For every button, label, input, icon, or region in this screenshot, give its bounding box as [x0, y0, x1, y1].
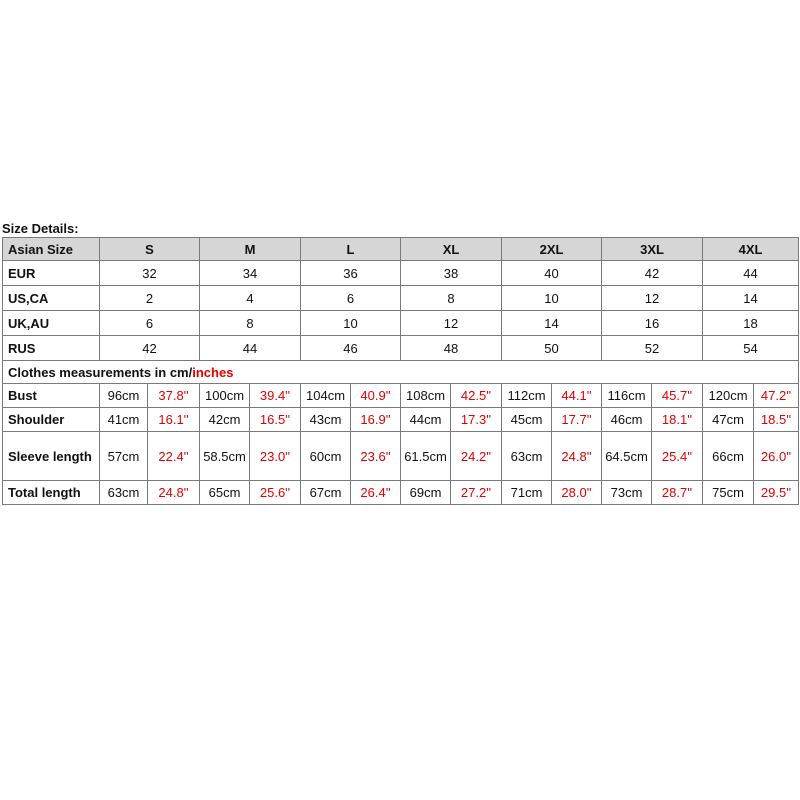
cm-value: 61.5cm: [401, 432, 451, 481]
inch-value: 40.9'': [351, 384, 401, 408]
measurement-note: [3, 361, 799, 384]
cm-value: 42cm: [200, 408, 250, 432]
cm-value: 41cm: [100, 408, 148, 432]
row-label: Shoulder: [3, 408, 100, 432]
size-value: 50: [502, 336, 602, 361]
size-header: S: [100, 238, 200, 261]
size-value: 32: [100, 261, 200, 286]
size-value: 48: [401, 336, 502, 361]
size-value: 44: [703, 261, 799, 286]
inch-value: 24.2'': [451, 432, 502, 481]
inch-value: 17.3'': [451, 408, 502, 432]
size-value: 10: [502, 286, 602, 311]
cm-value: 112cm: [502, 384, 552, 408]
size-value: 42: [100, 336, 200, 361]
inch-value: 23.0'': [250, 432, 301, 481]
row-label: UK,AU: [3, 311, 100, 336]
row-label: EUR: [3, 261, 100, 286]
inch-value: 42.5'': [451, 384, 502, 408]
size-row-us-ca: [3, 286, 799, 311]
inch-value: 37.8'': [148, 384, 200, 408]
inch-value: 16.9'': [351, 408, 401, 432]
size-value: 18: [703, 311, 799, 336]
size-value: 12: [401, 311, 502, 336]
inch-value: 18.1'': [652, 408, 703, 432]
row-label: Total length: [3, 481, 100, 505]
measurement-row-shoulder: [3, 408, 799, 432]
inch-value: 24.8'': [552, 432, 602, 481]
size-value: 14: [502, 311, 602, 336]
cm-value: 75cm: [703, 481, 754, 505]
size-value: 34: [200, 261, 301, 286]
size-value: 4: [200, 286, 301, 311]
size-value: 2: [100, 286, 200, 311]
inch-value: 44.1'': [552, 384, 602, 408]
size-value: 12: [602, 286, 703, 311]
size-row-rus: [3, 336, 799, 361]
inch-value: 23.6'': [351, 432, 401, 481]
row-label: Bust: [3, 384, 100, 408]
size-value: 8: [200, 311, 301, 336]
cm-value: 65cm: [200, 481, 250, 505]
cm-value: 66cm: [703, 432, 754, 481]
size-header: 3XL: [602, 238, 703, 261]
note-prefix: Clothes measurements in cm/: [8, 364, 193, 380]
size-details-title: Size Details:: [2, 221, 79, 236]
measurement-row-bust: [3, 384, 799, 408]
size-header: L: [301, 238, 401, 261]
size-header: 2XL: [502, 238, 602, 261]
inch-value: 18.5'': [754, 408, 799, 432]
cm-value: 47cm: [703, 408, 754, 432]
row-label: US,CA: [3, 286, 100, 311]
measurement-note-row: [3, 361, 799, 384]
cm-value: 120cm: [703, 384, 754, 408]
inch-value: 47.2'': [754, 384, 799, 408]
cm-value: 63cm: [502, 432, 552, 481]
inch-value: 28.0'': [552, 481, 602, 505]
cm-value: 116cm: [602, 384, 652, 408]
size-header: M: [200, 238, 301, 261]
inch-value: 26.0'': [754, 432, 799, 481]
inch-value: 26.4'': [351, 481, 401, 505]
size-row-uk-au: [3, 311, 799, 336]
cm-value: 45cm: [502, 408, 552, 432]
cm-value: 58.5cm: [200, 432, 250, 481]
cm-value: 46cm: [602, 408, 652, 432]
cm-value: 108cm: [401, 384, 451, 408]
cm-value: 67cm: [301, 481, 351, 505]
size-value: 36: [301, 261, 401, 286]
row-label: RUS: [3, 336, 100, 361]
cm-value: 71cm: [502, 481, 552, 505]
size-value: 42: [602, 261, 703, 286]
inch-value: 22.4'': [148, 432, 200, 481]
header-row: [3, 238, 799, 261]
cm-value: 69cm: [401, 481, 451, 505]
size-chart-table: [2, 237, 799, 505]
inch-value: 25.6'': [250, 481, 301, 505]
note-highlight: inches: [192, 364, 234, 380]
header-label: Asian Size: [3, 238, 100, 261]
inch-value: 24.8'': [148, 481, 200, 505]
cm-value: 57cm: [100, 432, 148, 481]
size-value: 10: [301, 311, 401, 336]
inch-value: 27.2'': [451, 481, 502, 505]
inch-value: 39.4'': [250, 384, 301, 408]
size-value: 46: [301, 336, 401, 361]
size-value: 52: [602, 336, 703, 361]
cm-value: 73cm: [602, 481, 652, 505]
size-value: 40: [502, 261, 602, 286]
size-value: 16: [602, 311, 703, 336]
inch-value: 29.5'': [754, 481, 799, 505]
size-value: 14: [703, 286, 799, 311]
inch-value: 16.1'': [148, 408, 200, 432]
inch-value: 17.7'': [552, 408, 602, 432]
size-value: 8: [401, 286, 502, 311]
size-value: 6: [301, 286, 401, 311]
size-value: 38: [401, 261, 502, 286]
inch-value: 28.7'': [652, 481, 703, 505]
cm-value: 44cm: [401, 408, 451, 432]
size-header: XL: [401, 238, 502, 261]
measurement-row-total-length: [3, 481, 799, 505]
cm-value: 64.5cm: [602, 432, 652, 481]
cm-value: 60cm: [301, 432, 351, 481]
inch-value: 45.7'': [652, 384, 703, 408]
inch-value: 16.5'': [250, 408, 301, 432]
cm-value: 96cm: [100, 384, 148, 408]
inch-value: 25.4'': [652, 432, 703, 481]
cm-value: 63cm: [100, 481, 148, 505]
size-row-eur: [3, 261, 799, 286]
measurement-row-sleeve-length: [3, 432, 799, 481]
row-label: Sleeve length: [3, 432, 100, 481]
cm-value: 43cm: [301, 408, 351, 432]
size-value: 44: [200, 336, 301, 361]
size-value: 6: [100, 311, 200, 336]
size-value: 54: [703, 336, 799, 361]
size-header: 4XL: [703, 238, 799, 261]
cm-value: 104cm: [301, 384, 351, 408]
cm-value: 100cm: [200, 384, 250, 408]
